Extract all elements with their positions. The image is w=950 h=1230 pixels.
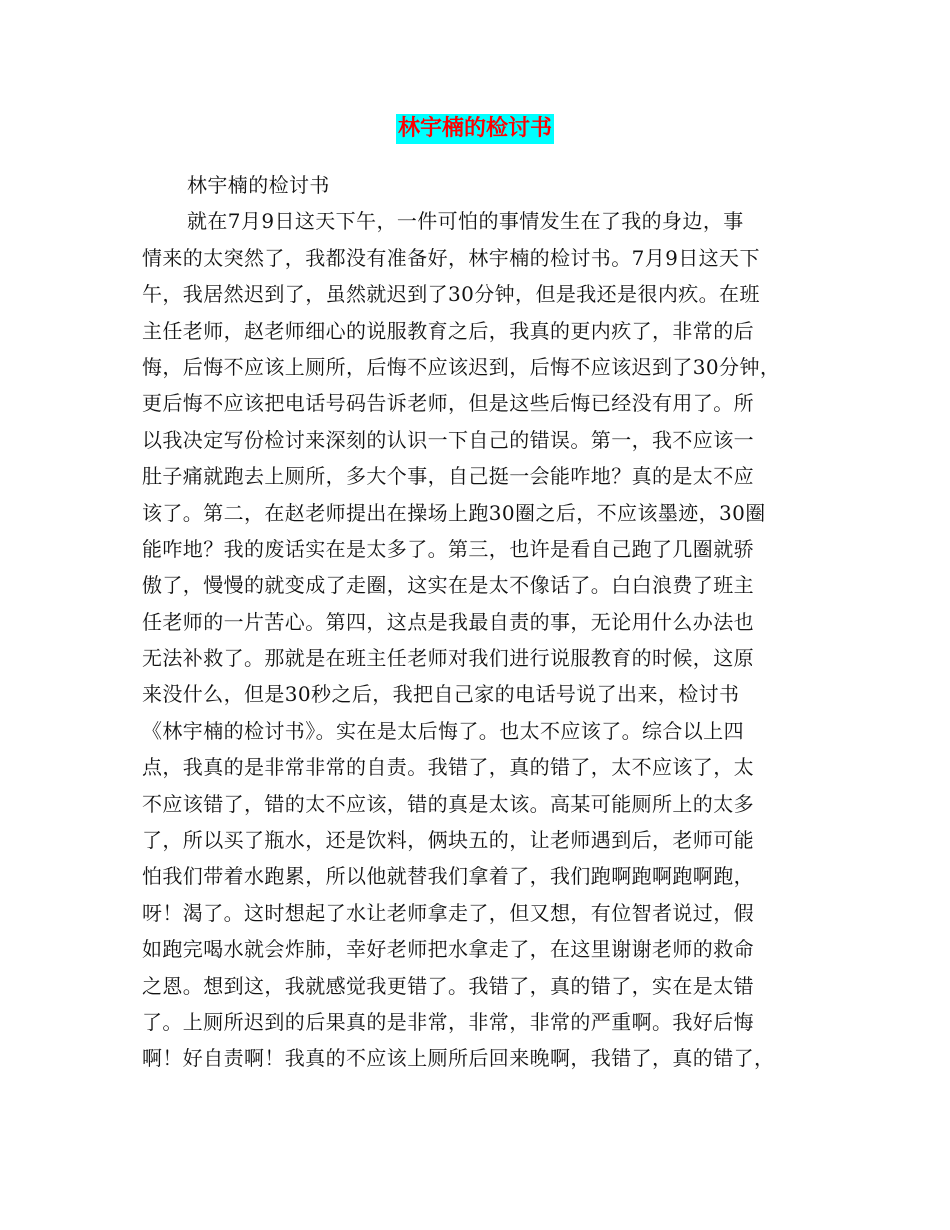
paragraph-line: 能咋地？我的废话实在是太多了。第三，也许是看自己跑了几圈就骄 <box>142 536 754 561</box>
subtitle-line: 林宇楠的检讨书 <box>187 173 330 197</box>
title-container <box>0 114 950 144</box>
paragraph-line: 啊！好自责啊！我真的不应该上厕所后回来晚啊，我错了，真的错了， <box>142 1046 775 1071</box>
paragraph-line: 之恩。想到这，我就感觉我更错了。我错了，真的错了，实在是太错 <box>142 973 754 998</box>
paragraph-line: 了，所以买了瓶水，还是饮料，俩块五的，让老师遇到后，老师可能 <box>142 828 754 853</box>
paragraph-line: 就在7月9日这天下午，一件可怕的事情发生在了我的身边，事 <box>187 209 744 234</box>
paragraph-line: 午，我居然迟到了，虽然就迟到了30分钟，但是我还是很内疚。在班 <box>142 282 760 307</box>
paragraph-line: 了。上厕所迟到的后果真的是非常，非常，非常的严重啊。我好后悔 <box>142 1009 754 1034</box>
paragraph-line: 更后悔不应该把电话号码告诉老师，但是这些后悔已经没有用了。所 <box>142 391 754 416</box>
document-body <box>142 167 812 1077</box>
paragraph-line: 来没什么，但是30秒之后，我把自己家的电话号说了出来，检讨书 <box>142 682 740 707</box>
paragraph-line: 任老师的一片苦心。第四，这点是我最自责的事，无论用什么办法也 <box>142 609 754 634</box>
paragraph-line: 如跑完喝水就会炸肺，幸好老师把水拿走了，在这里谢谢老师的救命 <box>142 937 754 962</box>
paragraph-line: 无法补救了。那就是在班主任老师对我们进行说服教育的时候，这原 <box>142 646 754 671</box>
paragraph-line: 怕我们带着水跑累，所以他就替我们拿着了，我们跑啊跑啊跑啊跑， <box>142 864 754 889</box>
paragraph-line: 肚子痛就跑去上厕所，多大个事，自己挺一会能咋地？真的是太不应 <box>142 464 754 489</box>
paragraph-line: 悔，后悔不应该上厕所，后悔不应该迟到，后悔不应该迟到了30分钟， <box>142 354 781 379</box>
paragraph-line: 傲了，慢慢的就变成了走圈，这实在是太不像话了。白白浪费了班主 <box>142 573 754 598</box>
paragraph-line: 《林宇楠的检讨书》。实在是太后悔了。也太不应该了。综合以上四 <box>142 718 744 743</box>
paragraph-line: 该了。第二，在赵老师提出在操场上跑30圈之后，不应该墨迹，30圈 <box>142 500 766 525</box>
paragraph-line: 以我决定写份检讨来深刻的认识一下自己的错误。第一，我不应该一 <box>142 427 754 452</box>
document-title: 林宇楠的检讨书 <box>396 114 554 144</box>
paragraph-line: 呀！渴了。这时想起了水让老师拿走了，但又想，有位智者说过，假 <box>142 900 754 925</box>
paragraph-line: 主任老师，赵老师细心的说服教育之后，我真的更内疚了，非常的后 <box>142 318 754 343</box>
paragraph-line: 点，我真的是非常非常的自责。我错了，真的错了，太不应该了，太 <box>142 755 754 780</box>
paragraph-line: 不应该错了，错的太不应该，错的真是太该。高某可能厕所上的太多 <box>142 791 754 816</box>
paragraph-line: 情来的太突然了，我都没有准备好，林宇楠的检讨书。7月9日这天下 <box>142 245 760 270</box>
